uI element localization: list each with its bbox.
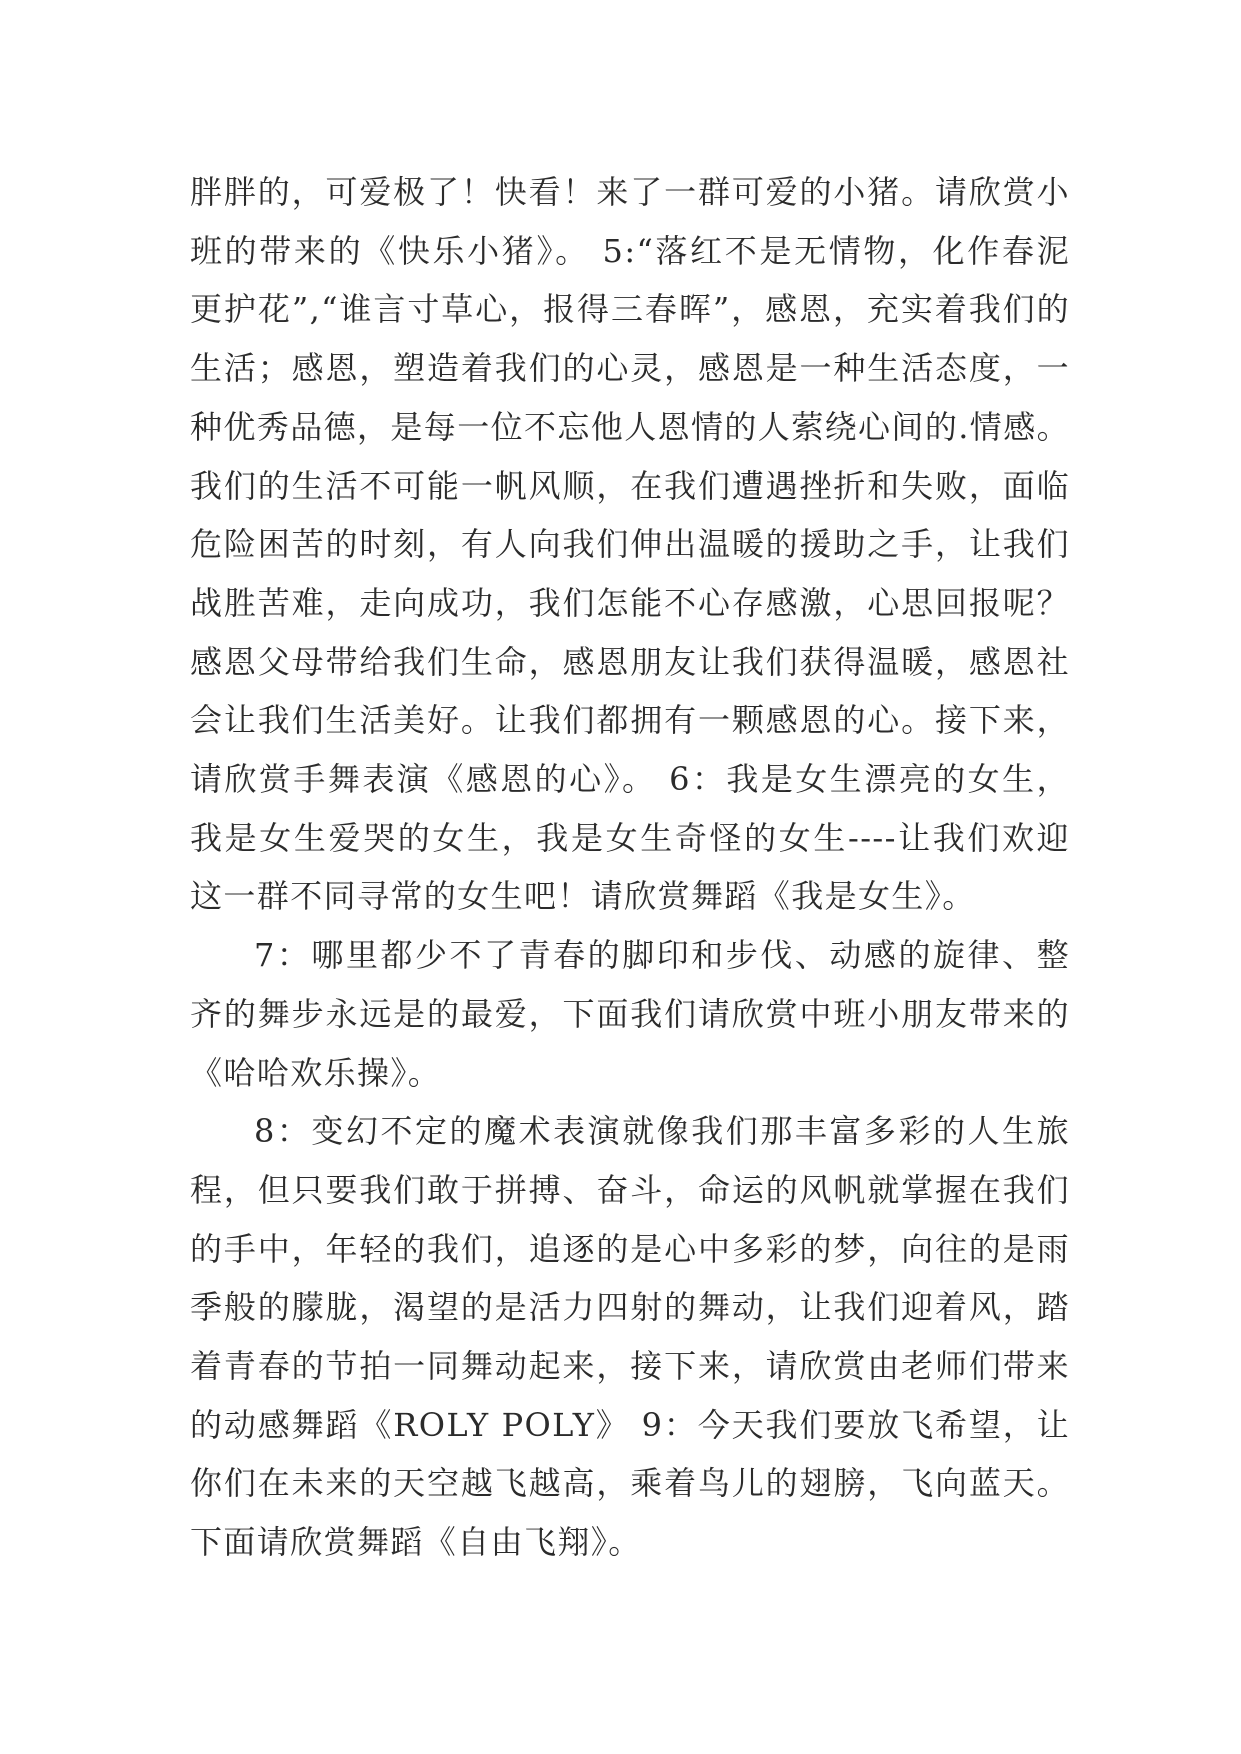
paragraph-3: 8：变幻不定的魔术表演就像我们那丰富多彩的人生旅程，但只要我们敢于拼搏、奋斗，命运的风帆就掌握在我们的手中，年轻的我们，追逐的是心中多彩的梦，向往的是雨季般的朦胧，渴望的是活力四射的舞动，让我们迎着风，踏着青春的节拍一同舞动起来，接下来，请欣赏由老师们带来的动感舞蹈《ROLY POLY》 9：今天我们要放飞希望，让你们在未来的天空越飞越高，乘着鸟儿的翅膀，飞向蓝天。下面请欣赏舞蹈《自由飞翔》。 — [190, 1112, 1070, 1562]
document-body — [190, 163, 1070, 1572]
paragraph-2: 7：哪里都少不了青春的脚印和步伐、动感的旋律、整齐的舞步永远是的最爱，下面我们请欣赏中班小朋友带来的《哈哈欢乐操》。 — [190, 936, 1070, 1092]
paragraph-1: 胖胖的，可爱极了！快看！来了一群可爱的小猪。请欣赏小班的带来的《快乐小猪》。 5:“落红不是无情物，化作春泥更护花”,“谁言寸草心，报得三春晖”，感恩，充实着我们的生活；感恩，塑造着我们的心灵，感恩是一种生活态度，一种优秀品德，是每一位不忘他人恩情的人萦绕心间的.情感。我们的生活不可能一帆风顺，在我们遭遇挫折和失败，面临危险困苦的时刻，有人向我们伸出温暖的援助之手，让我们战胜苦难，走向成功，我们怎能不心存感激，心思回报呢？感恩父母带给我们生命，感恩朋友让我们获得温暖，感恩社会让我们生活美好。让我们都拥有一颗感恩的心。接下来，请欣赏手舞表演《感恩的心》。 6：我是女生漂亮的女生，我是女生爱哭的女生，我是女生奇怪的女生----让我们欢迎这一群不同寻常的女生吧！请欣赏舞蹈《我是女生》。 — [190, 173, 1070, 916]
